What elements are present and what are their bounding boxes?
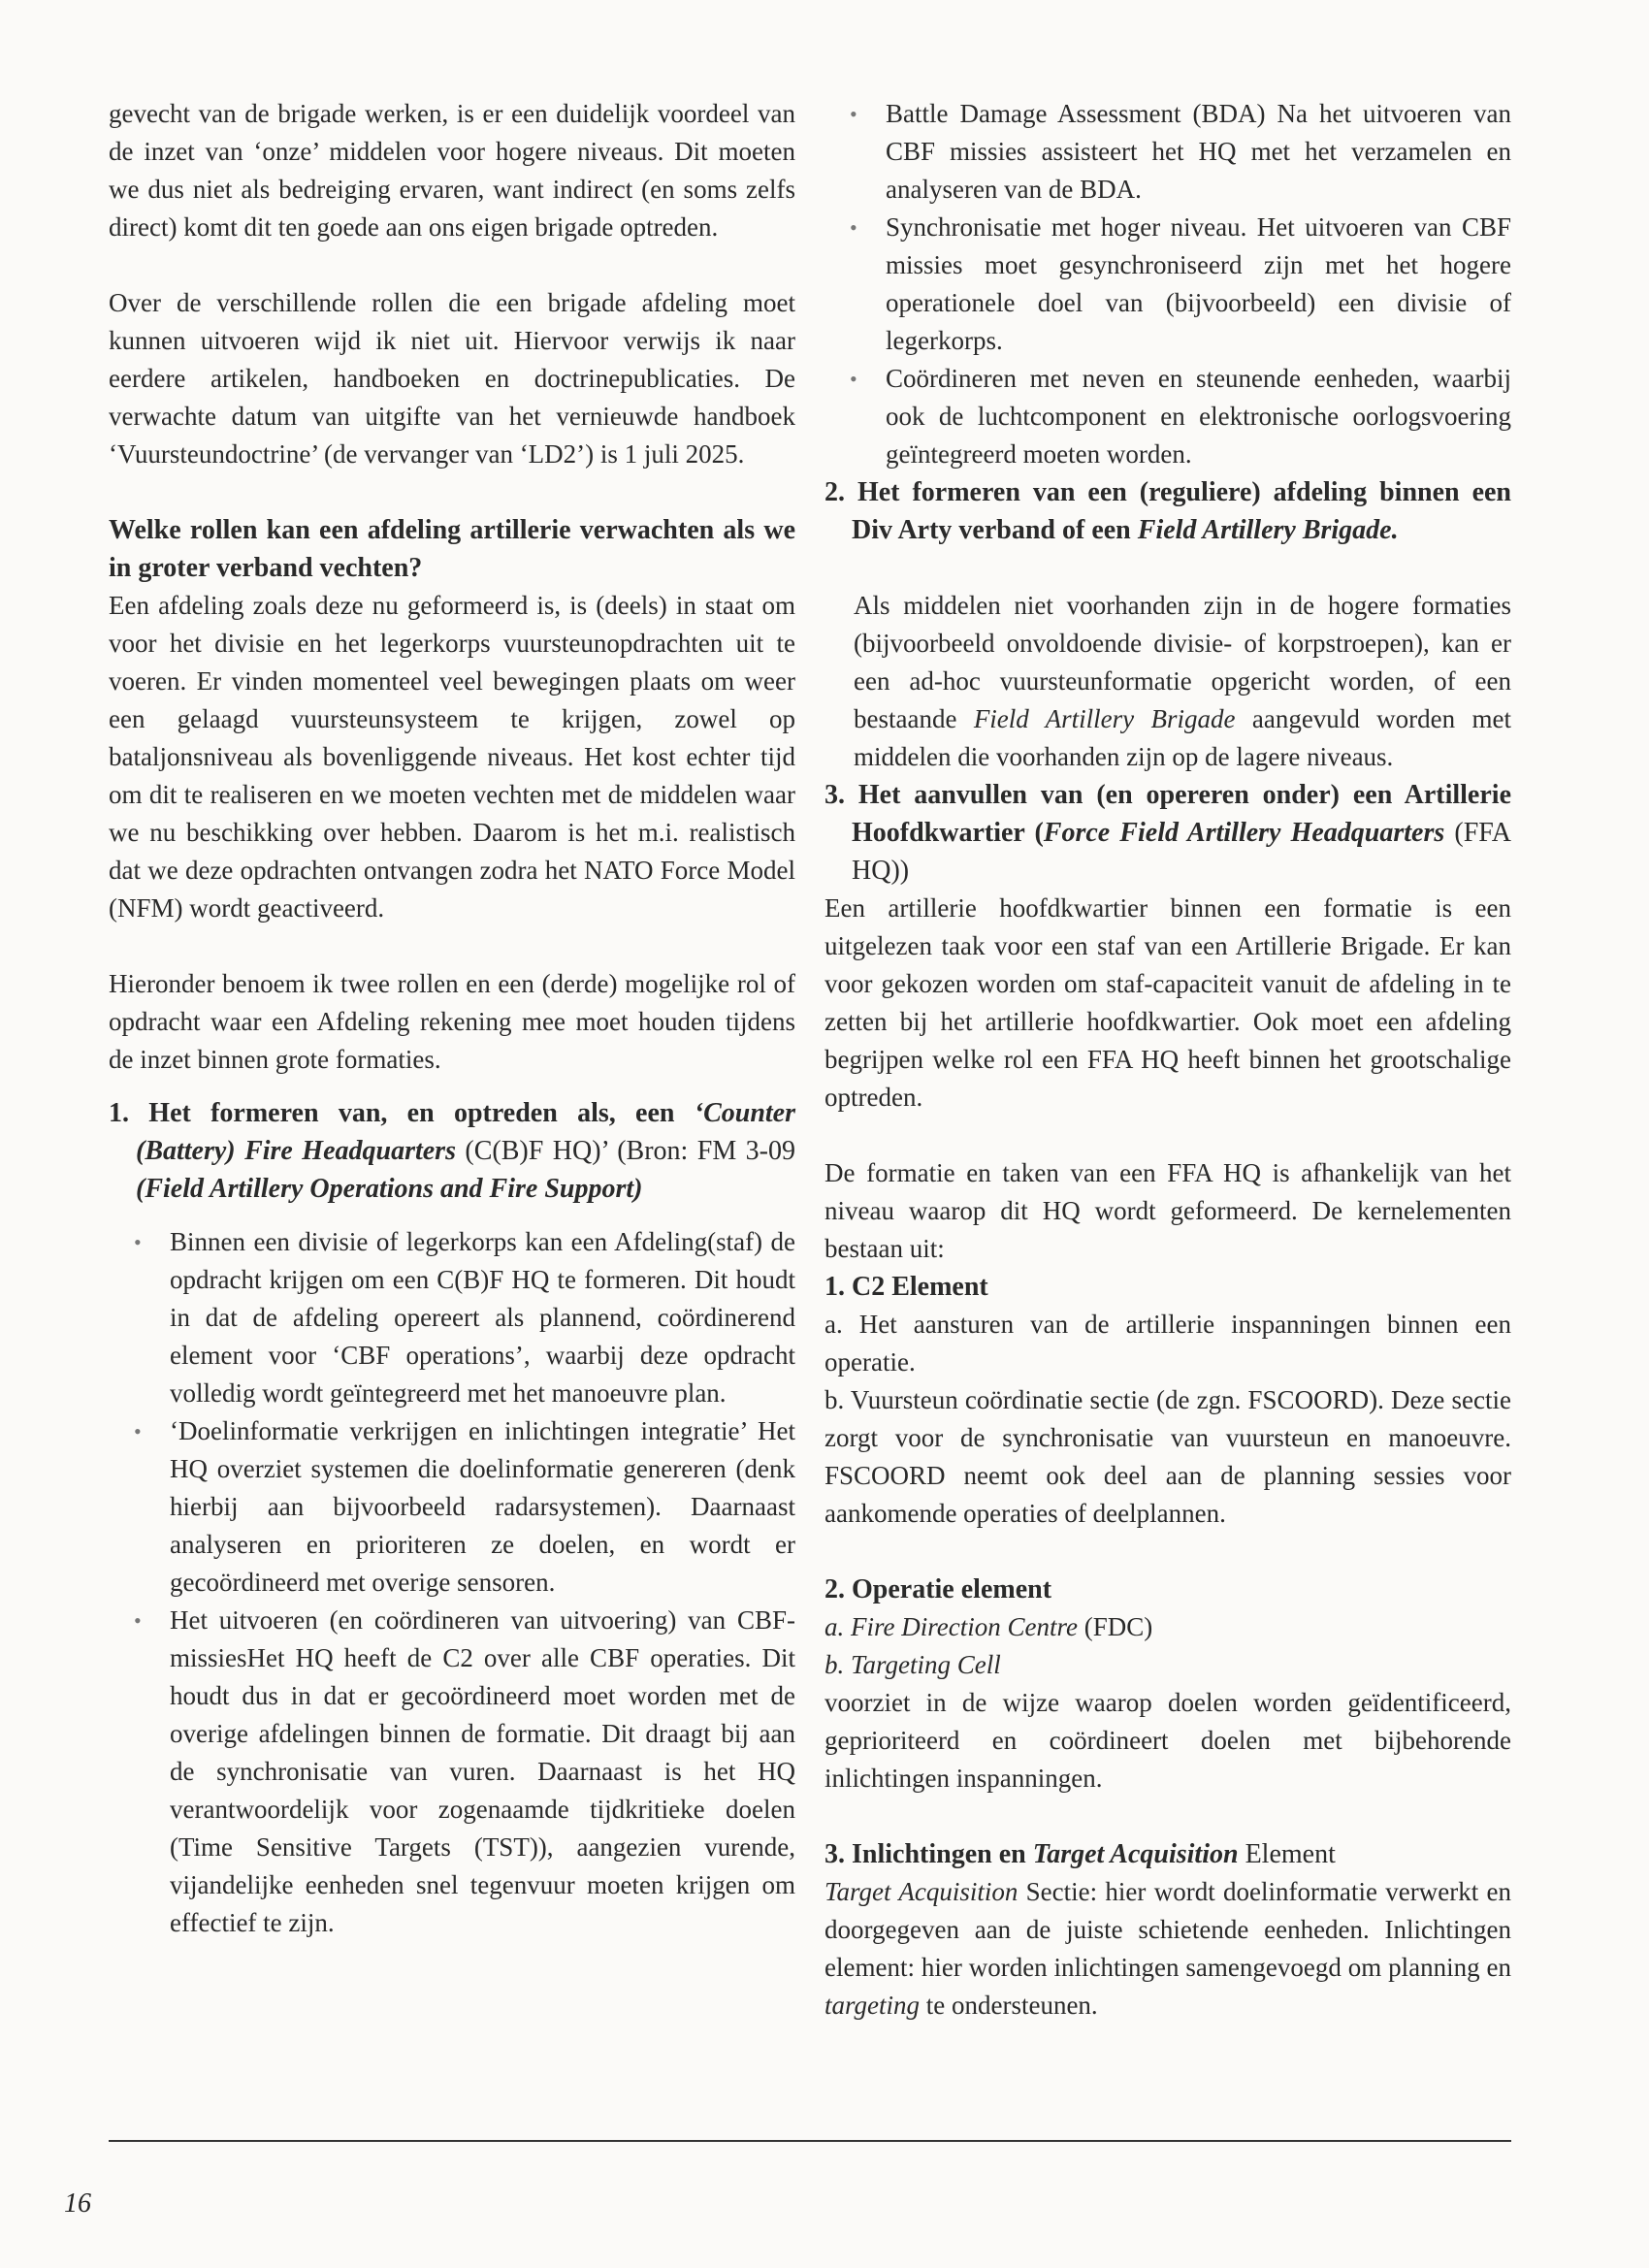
text-run: Field Artillery Brigade.: [1137, 515, 1399, 545]
text-run: Het uitvoeren (en coördineren van uitvoering) van CBF-missiesHet HQ heeft de C2 over alle CBF operaties. Dit houdt dus in dat er gecoördineerd moet worden met de overige afdelingen binnen de formatie. Dit draagt bij aan de synchronisatie van vuren. Daarnaast is het HQ verantwoordelijk voor zogenaamde tijdkritieke doelen (Time Sensitive Targets (TST)), aangezien vurende, vijandelijke eenheden snel tegenvuur moeten krijgen om effectief te zijn.: [170, 1605, 795, 1937]
text-run: Binnen een divisie of legerkorps kan een Afdeling(staf) de opdracht krijgen om een C(B)F HQ te formeren. Dit houdt in dat de afdeling opereert als plannend, coördinerend element voor ‘CBF operations’, waarbij deze opdracht volledig wordt geïntegreerd met het manoeuvre plan.: [170, 1227, 795, 1408]
paragraph: [824, 1154, 1511, 1268]
text-run: 1. Het formeren van, en optreden als, een: [109, 1098, 695, 1128]
paragraph: [824, 587, 1511, 776]
paragraph: [109, 587, 795, 927]
text-run: De formatie en taken van een FFA HQ is afhankelijk van het niveau waarop dit HQ wordt geformeerd. De kernelementen bestaan uit:: [824, 1158, 1511, 1263]
text-run: (FFA HQ)): [852, 818, 1511, 886]
paragraph: [824, 1608, 1511, 1646]
text-run: a. Het aansturen van de artillerie inspanningen binnen een operatie.: [824, 1310, 1511, 1377]
paragraph: [824, 1381, 1511, 1533]
bullet-item: [109, 1412, 795, 1602]
bullet-item: [824, 360, 1511, 473]
section-heading: [109, 511, 795, 587]
text-run: a. Fire Direction Centre: [824, 1612, 1078, 1641]
text-run: (FDC): [1077, 1612, 1153, 1641]
numbered-heading: [824, 473, 1511, 549]
text-run: ‘Doelinformatie verkrijgen en inlichtingen integratie’ Het HQ overziet systemen die doelinformatie genereren (denk hierbij aan bijvoorbeeld radarsystemen). Daarnaast analyseren en prioriteren ze doelen, en wordt er gecoördineerd met overige sensoren.: [170, 1416, 795, 1597]
text-run: ‘Counter (Battery) Fire Headquarters: [136, 1098, 795, 1166]
section-heading: [824, 1835, 1511, 1873]
text-run: Als middelen niet voorhanden zijn in de hogere formaties (bijvoorbeeld onvoldoende divisie- of korpstroepen), kan er een ad-hoc vuursteunformatie opgericht worden, of een bestaande: [854, 591, 1511, 733]
numbered-heading: [109, 1094, 795, 1208]
text-run: 3. Inlichtingen en: [824, 1839, 1033, 1869]
text-run: 2. Operatie element: [824, 1574, 1052, 1604]
text-run: Field Artillery Brigade: [973, 704, 1236, 733]
text-run: voorziet in de wijze waarop doelen worden geïdentificeerd, geprioriteerd en coördineert doelen met bijbehorende inlichtingen inspanningen.: [824, 1688, 1511, 1793]
text-run: Synchronisatie met hoger niveau. Het uitvoeren van CBF missies moet gesynchroniseerd zijn met het hogere operationele doel van (bijvoorbeeld) een divisie of legerkorps.: [886, 212, 1511, 355]
text-run: b. Vuursteun coördinatie sectie (de zgn. FSCOORD). Deze sectie zorgt voor de synchronisatie van vuursteun en manoeuvre. FSCOORD neemt ook deel aan de planning sessies voor aankomende operaties of deelplannen.: [824, 1385, 1511, 1528]
text-run: Battle Damage Assessment (BDA) Na het uitvoeren van CBF missies assisteert het HQ met het verzamelen en analyseren van de BDA.: [886, 99, 1511, 204]
paragraph: [109, 95, 795, 246]
text-run: 2. Het formeren van een (reguliere) afdeling binnen een Div Arty verband of een: [824, 477, 1511, 545]
paragraph: [824, 1873, 1511, 2025]
paragraph: [824, 890, 1511, 1117]
text-run: Force Field Artillery Headquarters: [1043, 818, 1445, 848]
text-run: te ondersteunen.: [920, 1991, 1098, 2020]
text-run: Coördineren met neven en steunende eenheden, waarbij ook de luchtcomponent en elektronische oorlogsvoering geïntegreerd moeten worden.: [886, 364, 1511, 469]
text-run: (Field Artillery Operations and Fire Support): [136, 1174, 643, 1204]
footer-rule: [109, 2140, 1511, 2142]
paragraph: [824, 1684, 1511, 1798]
paragraph: [109, 965, 795, 1079]
text-run: Target Acquisition: [824, 1877, 1018, 1906]
section-heading: [824, 1571, 1511, 1608]
right-column: [824, 95, 1511, 2025]
text-run: 3. Het aanvullen van (en opereren onder) een Artillerie Hoofdkwartier (: [824, 780, 1511, 848]
text-run: b. Targeting Cell: [824, 1650, 1001, 1679]
text-run: Welke rollen kan een afdeling artillerie verwachten als we in groter verband vechten?: [109, 515, 795, 583]
bullet-item: [824, 209, 1511, 360]
text-run: Sectie: hier wordt doelinformatie verwerkt en doorgegeven aan de juiste schietende eenheden. Inlichtingen element: hier worden inlichtingen samengevoegd om planning en: [824, 1877, 1511, 1982]
text-run: Element: [1238, 1839, 1336, 1869]
text-run: Over de verschillende rollen die een brigade afdeling moet kunnen uitvoeren wijd ik niet uit. Hiervoor verwijs ik naar eerdere artikelen, handboeken en doctrinepublicaties. De verwachte datum van uitgifte van het vernieuwde handboek ‘Vuursteundoctrine’ (de vervanger van ‘LD2’) is 1 juli 2025.: [109, 288, 795, 469]
bullet-item: [109, 1602, 795, 1942]
bullet-item: [109, 1223, 795, 1412]
text-run: 1. C2 Element: [824, 1272, 988, 1302]
section-heading: [824, 1268, 1511, 1306]
page-number: 16: [64, 2188, 91, 2219]
left-column: [109, 95, 795, 1942]
text-run: Hieronder benoem ik twee rollen en een (derde) mogelijke rol of opdracht waar een Afdeling rekening mee moet houden tijdens de inzet binnen grote formaties.: [109, 969, 795, 1074]
paragraph: [824, 1646, 1511, 1684]
text-run: Een afdeling zoals deze nu geformeerd is, is (deels) in staat om voor het divisie en het legerkorps vuursteunopdrachten uit te voeren. Er vinden momenteel veel bewegingen plaats om weer een gelaagd vuursteunsysteem te krijgen, zowel op bataljonsniveau als bovenliggende niveaus. Het kost echter tijd om dit te realiseren en we moeten vechten met de middelen waar we nu beschikking over hebben. Daarom is het m.i. realistisch dat we deze opdrachten ontvangen zodra het NATO Force Model (NFM) wordt geactiveerd.: [109, 591, 795, 923]
bullet-item: [824, 95, 1511, 209]
text-run: aangevuld worden met middelen die voorhanden zijn op de lagere niveaus.: [854, 704, 1511, 771]
text-run: Een artillerie hoofdkwartier binnen een formatie is een uitgelezen taak voor een staf van een Artillerie Brigade. Er kan voor gekozen worden om staf-capaciteit vanuit de afdeling in te zetten bij het artillerie hoofdkwartier. Ook moet een afdeling begrijpen welke rol een FFA HQ heeft binnen het grootschalige optreden.: [824, 893, 1511, 1112]
text-run: (C(B)F HQ)’ (Bron: FM 3-09: [455, 1136, 795, 1166]
text-run: targeting: [824, 1991, 920, 2020]
paragraph: [109, 284, 795, 473]
paragraph: [824, 1306, 1511, 1381]
numbered-heading: [824, 776, 1511, 890]
text-run: Target Acquisition: [1032, 1839, 1239, 1869]
text-run: gevecht van de brigade werken, is er een duidelijk voordeel van de inzet van ‘onze’ middelen voor hogere niveaus. Dit moeten we dus niet als bedreiging ervaren, want indirect (en soms zelfs direct) komt dit ten goede aan ons eigen brigade optreden.: [109, 99, 795, 242]
